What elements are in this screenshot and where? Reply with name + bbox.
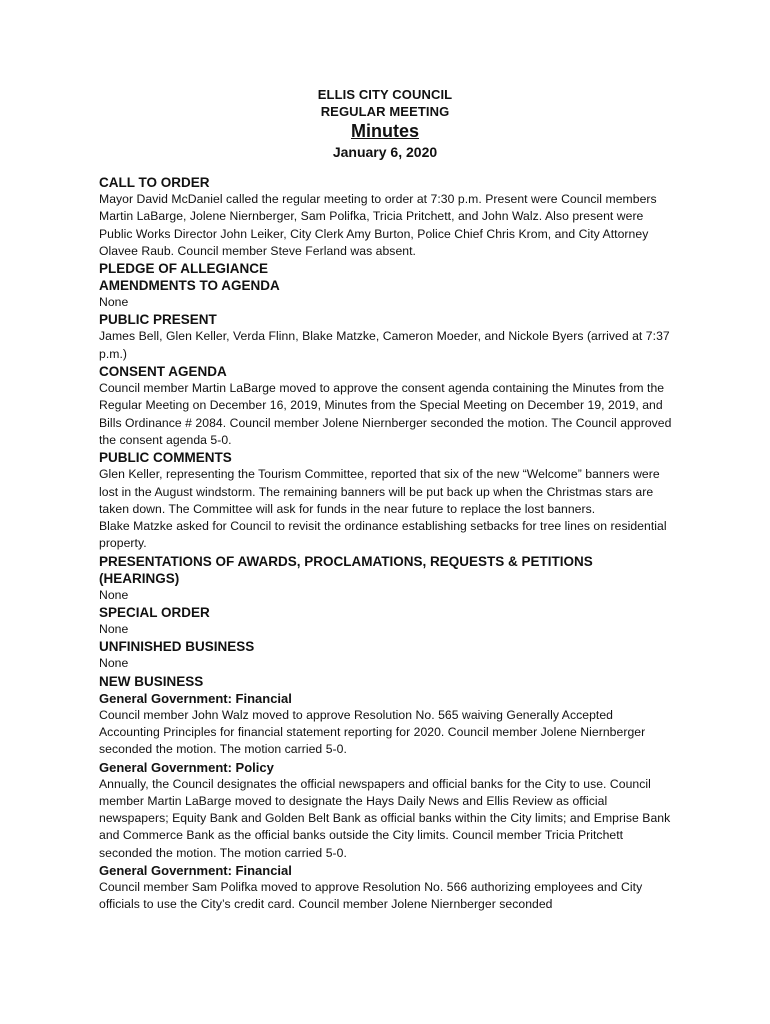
heading-presentations: PRESENTATIONS OF AWARDS, PROCLAMATIONS, REQUESTS & PETITIONS (HEARINGS) (99, 553, 593, 586)
amendments-text: None (99, 295, 129, 310)
subheading-financial-1: General Government: Financial (99, 690, 292, 706)
document-title: Minutes (350, 121, 419, 141)
heading-unfinished-business: UNFINISHED BUSINESS (99, 639, 255, 655)
presentations-text: None (99, 587, 129, 602)
new-business-item-3-text: Council member Sam Polifka moved to approve Resolution No. 566 authorizing employees and City officials to use the City’s credit card. Council member Jolene Niernberger seconded (99, 880, 643, 912)
heading-new-business: NEW BUSINESS (99, 673, 204, 689)
new-business-item-2-text: Annually, the Council designates the official newspapers and official banks for the City to use. Council member Martin LaBarge moved to designate the Hays Daily News and Ellis Review as official newspapers; Equity Bank and Golden Belt Bank as official banks within the City limits; and Emprise Bank and Commerce Bank as the official banks outside the City limits. Council member Tricia Pritchett seconded the motion. The motion carried 5-0. (99, 776, 671, 860)
heading-special-order: SPECIAL ORDER (99, 605, 210, 621)
meeting-type: REGULAR MEETING (320, 104, 450, 119)
consent-agenda-text: Council member Martin LaBarge moved to approve the consent agenda containing the Minutes from the Regular Meeting on December 16, 2019, Minutes from the Special Meeting on December 19, 2019, and Bills Ordinance # 2084. Council member Jolene Niernberger seconded the motion. The Council approved the consent agenda 5-0. (99, 381, 672, 447)
document-header (0, 86, 770, 162)
minutes-body (99, 174, 675, 914)
public-comments-text-1: Glen Keller, representing the Tourism Committee, reported that six of the new “Welcome” banners were lost in the August windstorm. The remaining banners will be put back up when the Christmas stars are taken down. The Committee will ask for funds in the near future to replace the lost banners. (99, 467, 660, 516)
heading-amendments: AMENDMENTS TO AGENDA (99, 278, 280, 294)
meeting-date: January 6, 2020 (332, 144, 438, 160)
heading-pledge: PLEDGE OF ALLEGIANCE (99, 261, 269, 277)
subheading-financial-2: General Government: Financial (99, 863, 292, 879)
subheading-policy: General Government: Policy (99, 759, 274, 775)
public-comments-text-2: Blake Matzke asked for Council to revisit the ordinance establishing setbacks for tree lines on residential property. (99, 519, 667, 551)
new-business-item-1-text: Council member John Walz moved to approve Resolution No. 565 waiving Generally Accepted Accounting Principles for financial statement reporting for 2020. Council member Jolene Niernberger seconded the motion. The motion carried 5-0. (99, 707, 646, 757)
heading-call-to-order: CALL TO ORDER (99, 175, 210, 190)
call-to-order-text: Mayor David McDaniel called the regular meeting to order at 7:30 p.m. Present were Council members Martin LaBarge, Jolene Niernberger, Sam Polifka, Tricia Pritchett, and John Walz. Also present were Public Works Director John Leiker, City Clerk Amy Burton, Police Chief Chris Krom, and City Attorney Olavee Raub. Council member Steve Ferland was absent. (99, 192, 657, 258)
heading-consent-agenda: CONSENT AGENDA (99, 364, 227, 380)
council-name: ELLIS CITY COUNCIL (317, 87, 453, 102)
unfinished-business-text: None (99, 656, 129, 671)
heading-public-present: PUBLIC PRESENT (99, 312, 217, 328)
heading-public-comments: PUBLIC COMMENTS (99, 450, 232, 466)
public-present-text: James Bell, Glen Keller, Verda Flinn, Blake Matzke, Cameron Moeder, and Nickole Byers (arrived at 7:37 p.m.) (99, 329, 670, 361)
special-order-text: None (99, 622, 129, 637)
